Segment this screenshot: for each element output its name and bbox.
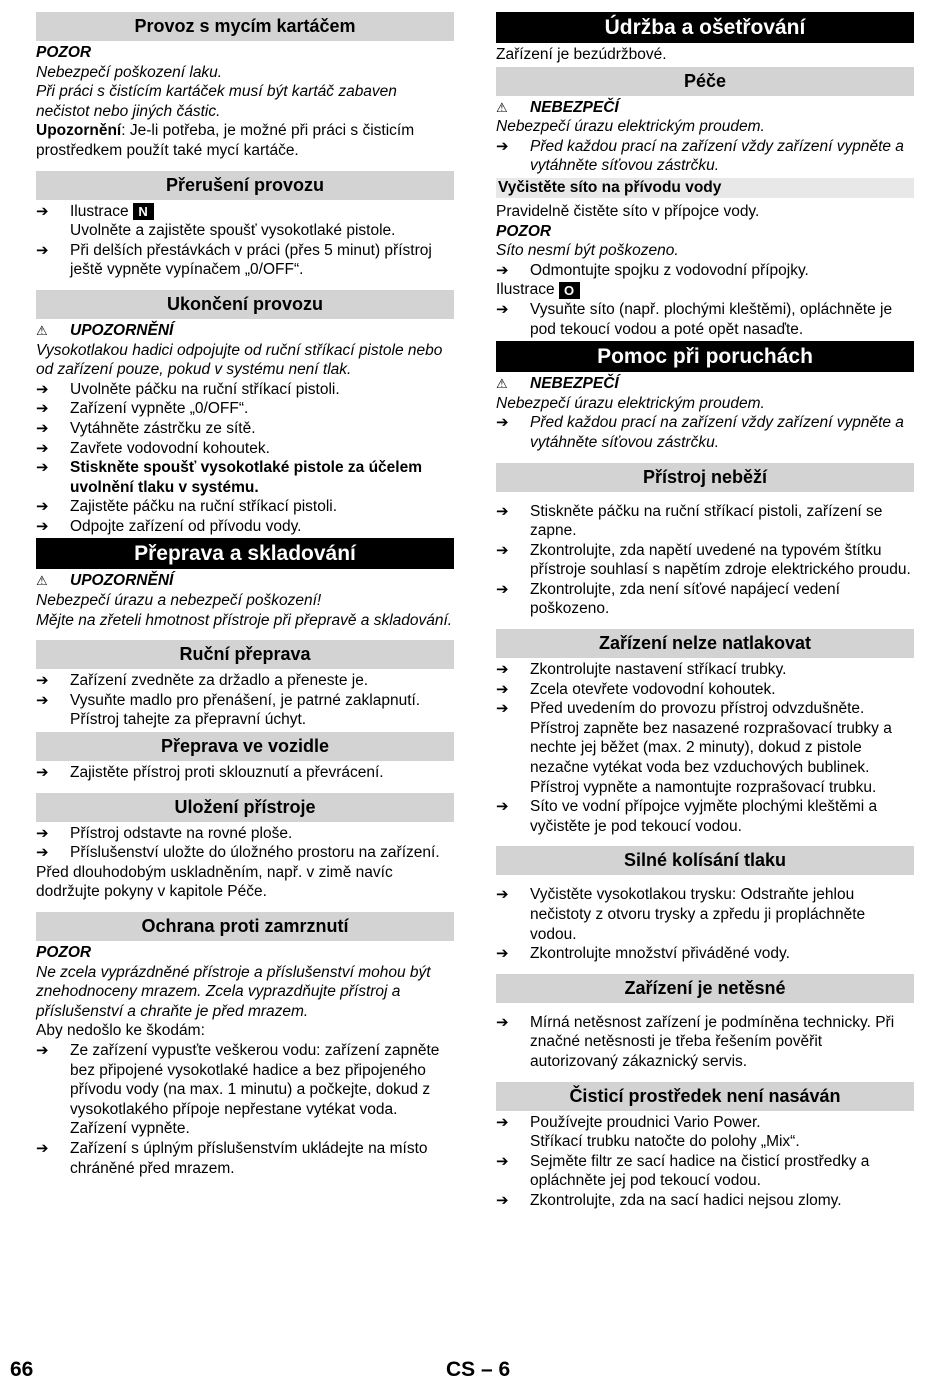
step-item [496,137,914,176]
arrow-icon: ➔ [496,261,509,279]
arrow-icon: ➔ [36,691,49,709]
chapter-heading: Údržba a ošetřování [496,12,914,43]
step-text: Před každou prací na zařízení vždy zařízení vypněte a vytáhněte síťovou zástrčku. [530,414,904,451]
arrow-icon: ➔ [496,680,509,698]
step-item [496,660,914,680]
arrow-icon: ➔ [36,380,49,398]
arrow-icon: ➔ [496,137,509,155]
arrow-icon: ➔ [496,1191,509,1209]
arrow-icon: ➔ [36,241,49,259]
arrow-icon: ➔ [496,541,509,559]
chapter-heading: Pomoc při poruchách [496,341,914,372]
warning-text: Nebezpečí úrazu elektrickým proudem. [496,118,765,136]
note-text: : Je-li potřeba, je možné při práci s čisticím prostředkem použít také mycí kartáče. [36,122,415,159]
step-item [496,797,914,836]
step-text: Odmontujte spojku z vodovodní přípojky. [530,261,809,279]
arrow-icon: ➔ [36,459,49,477]
subsection-heading: Vyčistěte síto na přívodu vody [496,178,914,198]
caution-text: Síto nesmí být poškozeno. [496,242,679,260]
step-text: Zařízení vypněte „0/OFF“. [70,400,249,418]
warning-text: Mějte na zřeteli hmotnost přístroje při přepravě a skladování. [36,611,453,629]
step-text: Zařízení zvedněte za držadlo a přeneste je. [70,672,369,690]
step-text: Síto ve vodní přípojce vyjměte plochými kleštěmi a vyčistěte je pod tekoucí vodou. [530,798,878,835]
section-heading: Ruční přeprava [36,640,454,669]
arrow-icon: ➔ [496,1152,509,1170]
step-text: Při delších přestávkách v práci (přes 5 minut) přístroj ještě vypněte vypínačem „0/OFF“. [70,241,432,279]
step-item [36,241,454,280]
step-item [36,399,454,419]
section-heading: Přeprava ve vozidle [36,732,454,761]
step-item [496,1113,914,1152]
step-item [36,691,454,730]
arrow-icon: ➔ [36,419,49,437]
step-text: Stiskněte spoušť vysokotlaké pistole za účelem uvolnění tlaku v systému. [70,459,423,496]
arrow-icon: ➔ [496,798,509,816]
step-text-continued: Stříkací trubku natočte do polohy „Mix“. [530,1133,800,1151]
left-column [36,10,454,1178]
page-number: 66 [10,1358,34,1381]
step-item [36,380,454,400]
step-text: Používejte proudnici Vario Power. [530,1113,761,1131]
warning-icon: ⚠ [36,573,48,589]
section-heading: Zařízení je netěsné [496,974,914,1003]
step-item [36,419,454,439]
illustration-line: Ilustrace O [496,280,914,300]
step-text: Ilustrace [70,202,129,220]
section-heading: Silné kolísání tlaku [496,846,914,875]
step-text: Stiskněte páčku na ruční stříkací pistoli, zařízení se zapne. [530,502,883,540]
warning-label: ⚠ NEBEZPEČÍ [496,98,619,116]
step-text: Zcela otevřete vodovodní kohoutek. [530,680,776,698]
arrow-icon: ➔ [36,1041,49,1059]
section-heading: Zařízení nelze natlakovat [496,629,914,658]
caution-label: POZOR [36,44,92,61]
caution-text: Nebezpečí poškození laku. [36,63,223,81]
caution-text: Při práci s čistícím kartáček musí být kartáč zabaven nečistot nebo jiných částic. [36,83,397,120]
illustration-ref-icon: O [559,282,580,299]
step-text: Zkontrolujte, zda napětí uvedené na typovém štítku přístroje souhlasí s napětím zdroje elektrického proudu. [530,541,911,579]
arrow-icon: ➔ [496,700,509,718]
step-item [36,1041,454,1139]
step-item [496,1152,914,1191]
step-text: Zajistěte přístroj proti sklouznutí a převrácení. [70,764,384,782]
section-page-label: CS – 6 [446,1358,511,1381]
step-text: Zkontrolujte, zda není síťové napájecí vedení poškozeno. [530,580,840,618]
caution-label: POZOR [496,222,552,240]
arrow-icon: ➔ [496,1013,509,1031]
section-heading: Provoz s mycím kartáčem [36,12,454,41]
arrow-icon: ➔ [36,1139,49,1157]
illustration-ref-icon: N [133,203,154,220]
step-item [496,944,914,964]
step-item [496,502,914,541]
step-item [36,497,454,517]
warning-label: ⚠ UPOZORNĚNÍ [36,572,174,590]
step-text: Zavřete vodovodní kohoutek. [70,439,270,457]
step-item [36,458,454,497]
section-heading: Přístroj neběží [496,463,914,492]
arrow-icon: ➔ [36,400,49,418]
step-text: Před uvedením do provozu přístroj odvzdušněte. Přístroj zapněte bez nasazené rozprašovací trubky a nechte jej běžet (max. 2 minuty), dokud z pistole nezačne vytékat voda bez vzduchových bublinek. Přístroj vypněte a namontujte rozprašovací trubku. [530,700,892,796]
arrow-icon: ➔ [496,661,509,679]
step-item [496,580,914,619]
step-item [496,699,914,797]
step-item [36,824,454,844]
step-text: Zařízení s úplným příslušenstvím ukládejte na místo chráněné před mrazem. [70,1139,428,1177]
note-paragraph [36,121,454,160]
warning-icon: ⚠ [496,99,508,115]
step-item [496,1013,914,1072]
warning-label: ⚠ NEBEZPEČÍ [496,375,619,393]
arrow-icon: ➔ [496,300,509,318]
warning-icon: ⚠ [36,322,48,338]
paragraph: Pravidelně čistěte síto v přípojce vody. [496,202,760,220]
note-label: Upozornění [36,122,122,140]
step-item [496,413,914,452]
arrow-icon: ➔ [496,886,509,904]
arrow-icon: ➔ [36,498,49,516]
step-item [36,843,454,863]
warning-text: Nebezpečí úrazu a nebezpečí poškození! [36,592,322,610]
step-item [36,517,454,537]
step-text: Zkontrolujte množství přiváděné vody. [530,945,790,963]
step-item [496,680,914,700]
paragraph: Aby nedošlo ke škodám: [36,1022,205,1040]
step-item [36,439,454,459]
warning-label: ⚠ UPOZORNĚNÍ [36,321,174,339]
arrow-icon: ➔ [36,517,49,535]
section-heading: Uložení přístroje [36,793,454,822]
step-item [36,1139,454,1178]
section-heading: Ochrana proti zamrznutí [36,912,454,941]
section-heading: Čisticí prostředek není nasáván [496,1082,914,1111]
warning-icon: ⚠ [496,376,508,392]
step-text: Ze zařízení vypusťte veškerou vodu: zařízení zapněte bez připojené vysokotlaké hadice a bez připojeného přívodu vody (na max. 1 minutu) a počkejte, dokud z vysokotlakého přípoje nepřestane vytékat voda. Zařízení vypněte. [70,1041,440,1138]
step-item [496,541,914,580]
step-text: Uvolněte páčku na ruční stříkací pistoli. [70,380,340,398]
arrow-icon: ➔ [496,945,509,963]
step-text: Vysuňte síto (např. plochými kleštěmi), opláchněte je pod tekoucí vodou a poté opět nasaďte. [530,300,893,338]
arrow-icon: ➔ [36,202,49,220]
arrow-icon: ➔ [496,414,509,432]
step-item [496,885,914,944]
step-text: Mírná netěsnost zařízení je podmíněna technicky. Při značné netěsnosti je třeba řešením pověřit autorizovaný zákaznický servis. [530,1013,895,1070]
step-text: Vytáhněte zástrčku ze sítě. [70,419,256,437]
arrow-icon: ➔ [496,580,509,598]
arrow-icon: ➔ [36,824,49,842]
step-item [36,763,454,783]
section-heading: Ukončení provozu [36,290,454,319]
step-text: Vyčistěte vysokotlakou trysku: Odstraňte jehlou nečistoty z otvoru trysky a zpředu ji propláchněte vodou. [530,886,866,943]
chapter-heading: Přeprava a skladování [36,538,454,569]
step-text: Příslušenství uložte do úložného prostoru na zařízení. [70,844,440,862]
step-item [36,671,454,691]
section-heading: Přerušení provozu [36,171,454,200]
right-column [496,10,914,1211]
caution-text: Ne zcela vyprázdněné přístroje a příslušenství mohou být znehodnoceny mrazem. Zcela vyprazdňujte přístroj a příslušenství a chraňte je před mrazem. [36,963,431,1020]
paragraph: Zařízení je bezúdržbové. [496,46,667,63]
step-item [496,1191,914,1211]
step-text: Před každou prací na zařízení vždy zařízení vypněte a vytáhněte síťovou zástrčku. [530,137,904,175]
arrow-icon: ➔ [36,764,49,782]
arrow-icon: ➔ [36,439,49,457]
step-item [496,261,914,281]
step-text: Odpojte zařízení od přívodu vody. [70,517,302,535]
step-text: Zkontrolujte, zda na sací hadici nejsou zlomy. [530,1191,842,1209]
step-item [496,300,914,339]
warning-text: Nebezpečí úrazu elektrickým proudem. [496,394,765,412]
caution-label: POZOR [36,944,92,961]
arrow-icon: ➔ [36,844,49,862]
warning-text: Vysokotlakou hadici odpojujte od ruční stříkací pistole nebo od zařízení pouze, pokud v systému není tlak. [36,341,443,379]
step-text: Sejměte filtr ze sací hadice na čisticí prostředky a opláchněte jej pod tekoucí vodou. [530,1152,870,1190]
step-item [36,202,454,241]
paragraph: Před dlouhodobým uskladněním, např. v zimě navíc dodržujte pokyny v kapitole Péče. [36,863,393,901]
arrow-icon: ➔ [496,1113,509,1131]
arrow-icon: ➔ [496,502,509,520]
step-text: Přístroj odstavte na rovné ploše. [70,824,293,842]
section-heading: Péče [496,67,914,96]
step-text: Zkontrolujte nastavení stříkací trubky. [530,661,787,679]
step-text-continued: Uvolněte a zajistěte spoušť vysokotlaké pistole. [70,222,396,240]
step-text: Zajistěte páčku na ruční stříkací pistoli. [70,498,338,516]
step-text: Vysuňte madlo pro přenášení, je patrné zaklapnutí. Přístroj tahejte za přepravní úchyt. [70,691,421,729]
arrow-icon: ➔ [36,672,49,690]
